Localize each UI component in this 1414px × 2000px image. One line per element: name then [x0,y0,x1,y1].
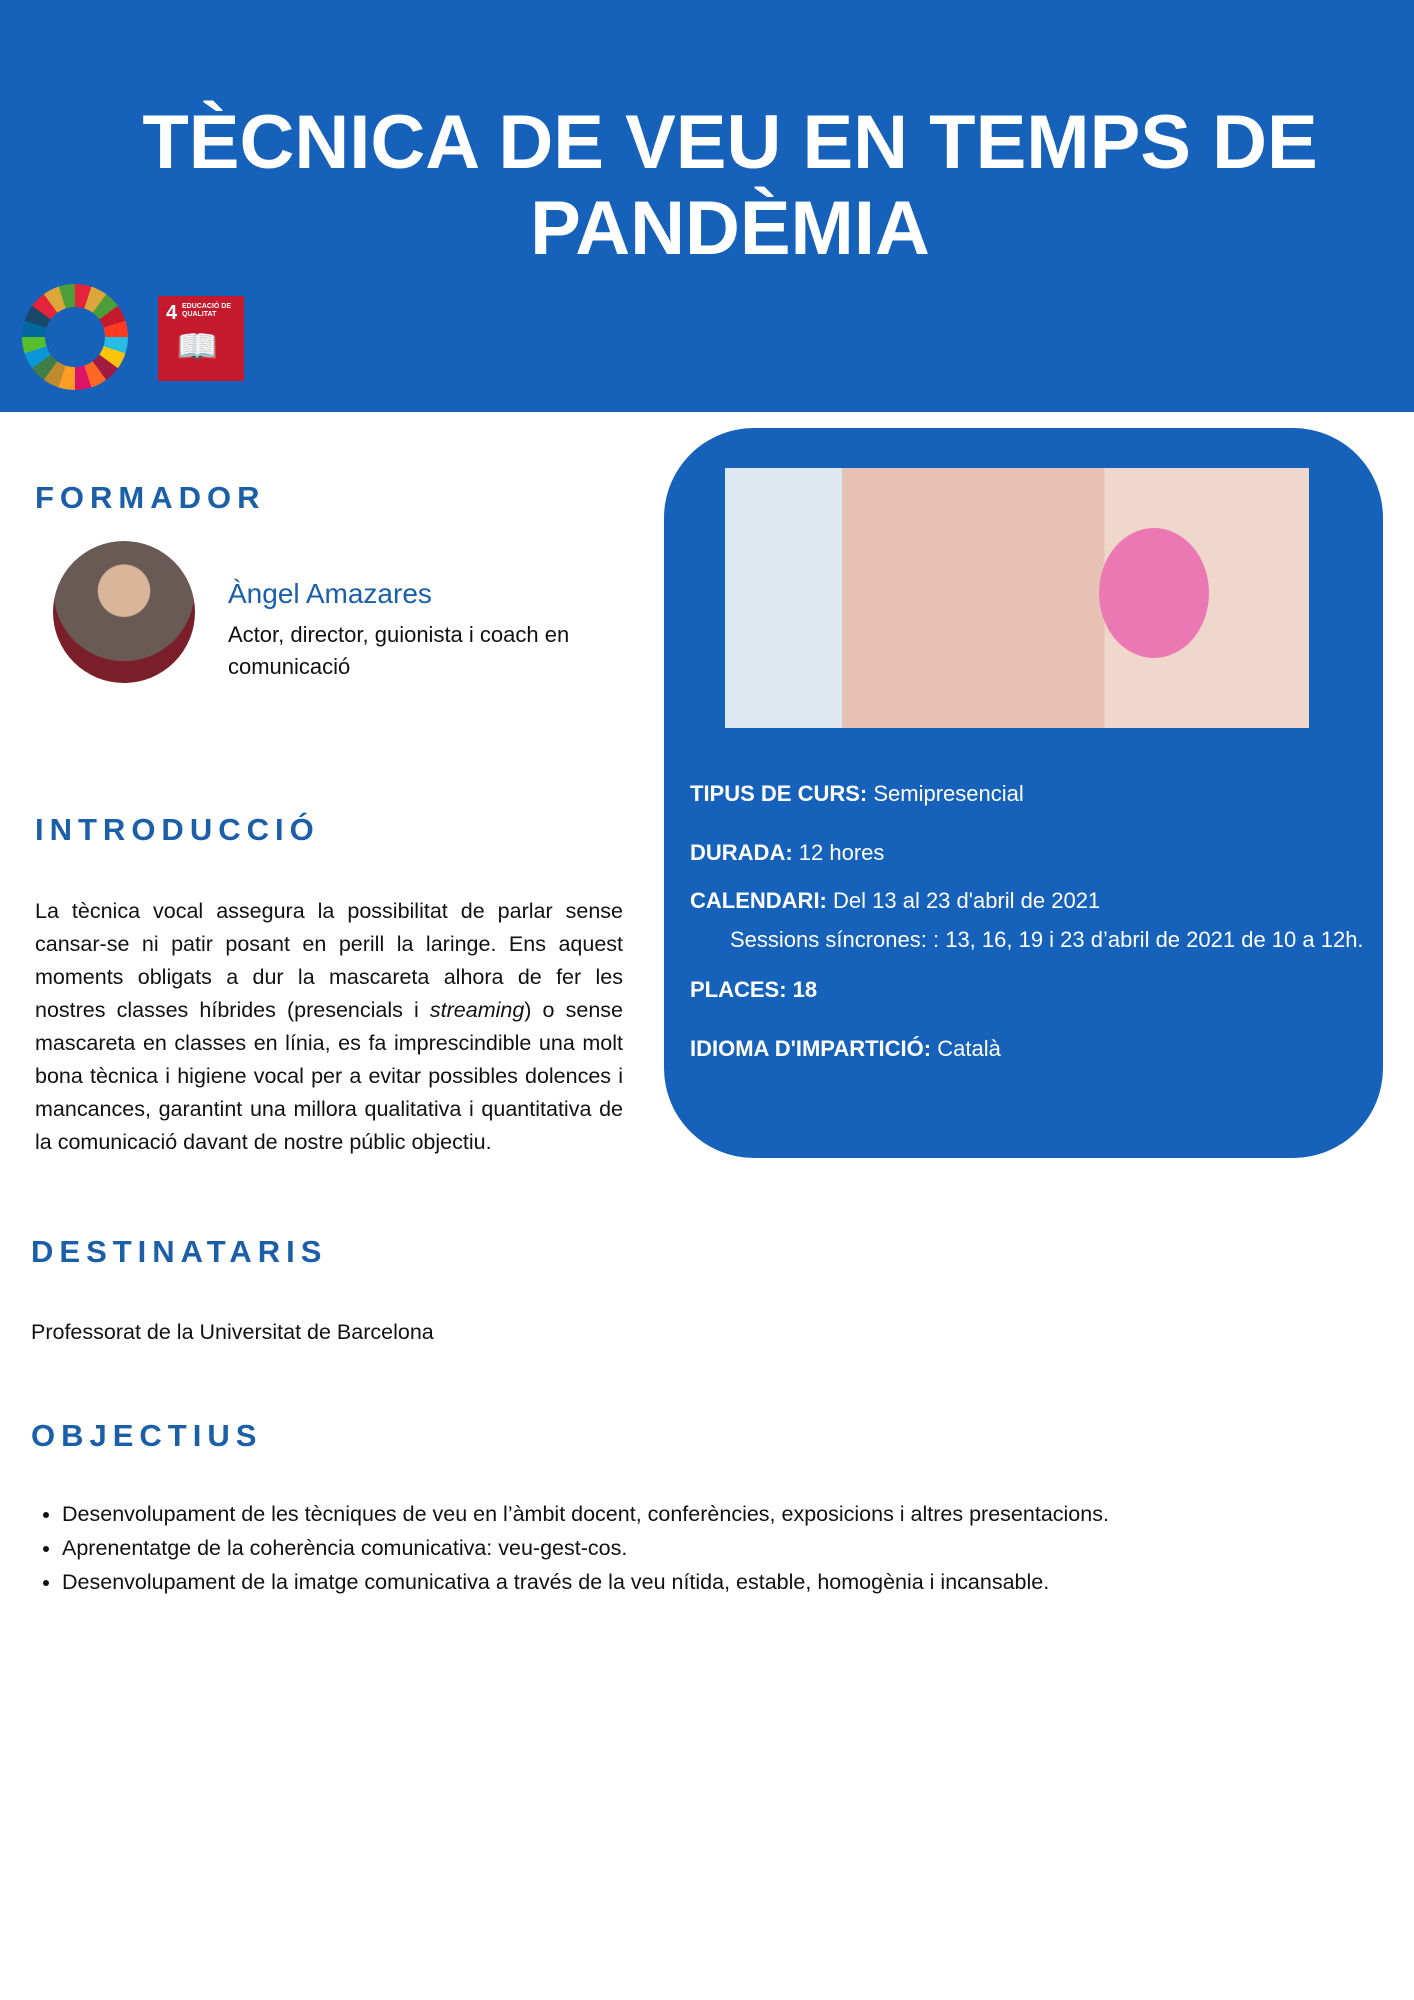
intro-heading: INTRODUCCIÓ [35,812,320,847]
whisper-photo [725,468,1309,728]
sdg-number: 4 [166,302,178,324]
destinataris-heading: DESTINATARIS [31,1234,328,1269]
info-tipus: TIPUS DE CURS: Semipresencial [690,781,1024,806]
info-places: PLACES: 18 [690,977,818,1002]
avatar [53,541,195,683]
intro-text: La tècnica vocal assegura la possibilitat de parlar sense cansar-se ni patir posant en perill la laringe. Ens aquest moments obligats a dur la mascareta alhora de fer les nostres classes híbrides (presencials i streaming) o sense mascareta en classes en línia, es fa imprescindible una molt bona tècnica i higiene vocal per a evitar possibles dolences i mancances, garantint una millora qualitativa i quantitativa de la comunicació davant de nostre públic objectiu. [35,899,623,1154]
trainer-name: Àngel Amazares [228,578,432,609]
course-info-card [664,428,1383,1158]
list-item: • Desenvolupament de la imatge comunicativa a través de la veu nítida, estable, homogènia i incansable. [62,1565,1109,1599]
destinataris-text: Professorat de la Universitat de Barcelona [31,1320,434,1344]
info-durada: DURADA: 12 hores [690,840,885,865]
info-idioma: IDIOMA D'IMPARTICIÓ: Català [690,1036,1001,1061]
header-banner [0,0,1414,412]
sdg-wheel-logo [22,284,128,390]
page-title: TÈCNICA DE VEU EN TEMPS DE PANDÈMIA [142,100,1318,271]
formador-heading: FORMADOR [35,480,266,515]
sdg4-logo [158,296,244,381]
objectives-list [62,1497,1109,1599]
list-item: • Aprenentatge de la coherència comunicativa: veu-gest-cos. [62,1531,1109,1565]
info-calendari: CALENDARI: Del 13 al 23 d'abril de 2021 [690,888,1101,913]
list-item: • Desenvolupament de les tècniques de veu en l’àmbit docent, conferències, exposicions i altres presentacions. [62,1497,1109,1531]
trainer-role: Actor, director, guionista i coach en comunicació [228,622,570,679]
objectius-heading: OBJECTIUS [31,1418,263,1453]
book-icon: 📖 [176,328,219,366]
info-sessions: Sessions síncrones: : 13, 16, 19 i 23 d’abril de 2021 de 10 a 12h. [730,927,1364,952]
sdg-label: EDUCACIÓ DE QUALITAT [182,303,232,318]
